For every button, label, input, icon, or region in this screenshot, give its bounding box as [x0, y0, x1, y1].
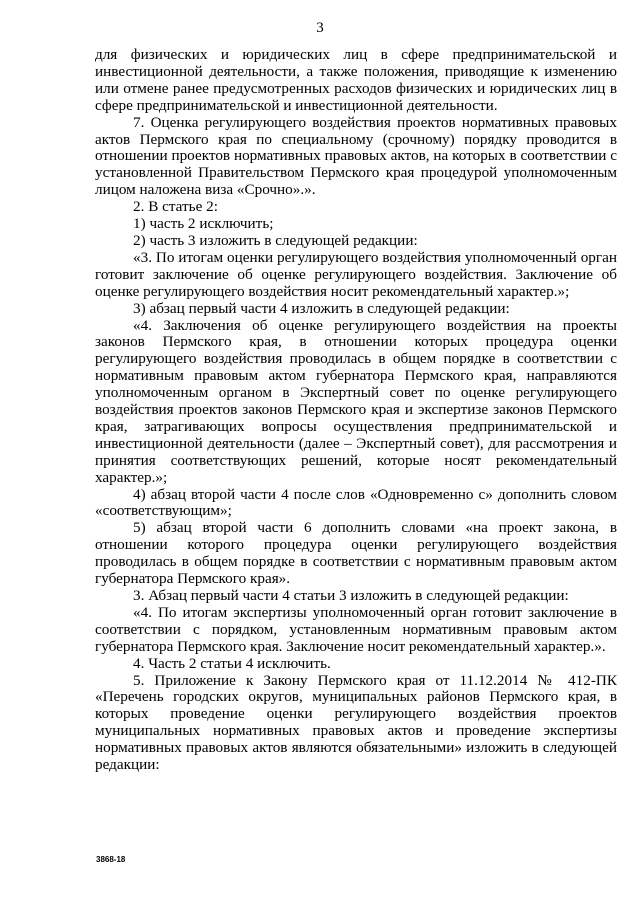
paragraph: «4. По итогам экспертизы уполномоченный орган готовит заключение в соответствии с порядком, установленным нормативным правовым актом губернатора Пермского края. Заключение носит рекомендательный характер.». — [95, 603, 617, 655]
paragraph: 1) часть 2 исключить; — [133, 215, 274, 233]
paragraph: 3. Абзац первый части 4 статьи 3 изложить в следующей редакции: — [133, 587, 569, 604]
paragraph: 3) абзац первый части 4 изложить в следующей редакции: — [133, 299, 510, 317]
paragraph: 5) абзац второй части 6 дополнить словами «на проект закона, в отношении которого процедура оценки регулирующего воздействия проводилась в общем порядке в соответствии с нормативным правовым актом губернатора Пермского края». — [95, 519, 617, 588]
paragraph: 7. Оценка регулирующего воздействия проектов нормативных правовых актов Пермского края по специальному (срочному) порядку проводится в отношении проектов нормативных правовых актов, на которых в соответствии с установленной Правительством Пермского края процедурой уполномоченным лицом наложена виза «Срочно».». — [95, 113, 617, 199]
paragraph: «4. Заключения об оценке регулирующего воздействия на проекты законов Пермского края, в отношении которых процедура оценки регулирующего воздействия проводилась в общем порядке в соответствии с нормативным правовым актом губернатора Пермского края, направляются уполномоченным органом в Экспертный совет по оценке регулирующего воздействия проектов законов Пермского края и экспертизе законов Пермского края, затрагивающих вопросы осуществления предпринимательской и инвестиционной деятельности (далее – Экспертный совет), для рассмотрения и принятия соответствующих решений, которые носят рекомендательный характер.»; — [95, 316, 617, 486]
paragraph: для физических и юридических лиц в сфере предпринимательской и инвестиционной деятельности, а также положения, приводящие к изменению или отмене ранее предусмотренных расходов физических и юридических лиц в сфере предпринимательской и инвестиционной деятельности. — [95, 46, 617, 114]
paragraph: 2. В статье 2: — [133, 198, 218, 216]
paragraph: 5. Приложение к Закону Пермского края от 11.12.2014 № 412-ПК «Перечень городских округов, муниципальных районов Пермского края, в которых проведение оценки регулирующего воздействия проектов муниципальных нормативных правовых актов и проведение экспертизы нормативных правовых актов являются обязательными» изложить в следующей редакции: — [95, 671, 617, 774]
paragraph: 4) абзац второй части 4 после слов «Одновременно с» дополнить словом «соответствующим»; — [95, 485, 617, 520]
document-body — [95, 47, 617, 774]
page-number: 3 — [316, 20, 324, 36]
paragraph: 4. Часть 2 статьи 4 исключить. — [133, 654, 331, 672]
paragraph: 2) часть 3 изложить в следующей редакции: — [133, 231, 418, 249]
document-code: 3868-18 — [96, 855, 126, 864]
paragraph: «3. По итогам оценки регулирующего воздействия уполномоченный орган готовит заключение об оценке регулирующего воздействия. Заключение об оценке регулирующего воздействия носит рекомендательный характер.»; — [95, 248, 617, 300]
